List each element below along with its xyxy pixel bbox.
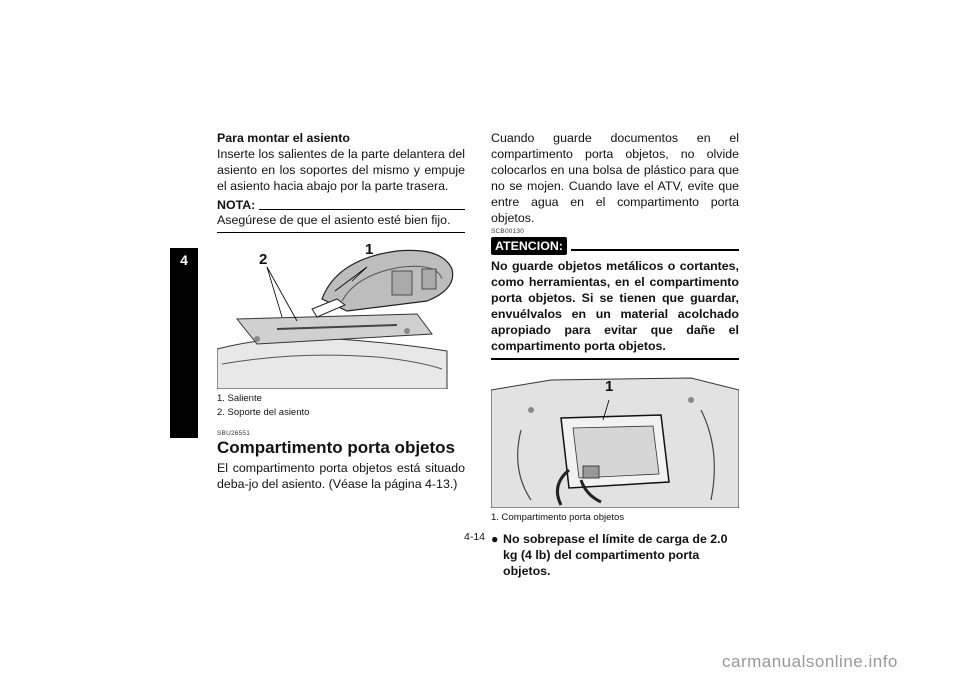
caption-storage: 1. Compartimento porta objetos xyxy=(491,512,625,523)
note-label: NOTA: xyxy=(217,198,256,212)
right-column xyxy=(491,130,739,579)
caption-protrusion: 1. Saliente xyxy=(217,393,262,404)
note-box xyxy=(217,198,465,233)
section-code: SBU26551 xyxy=(217,430,251,437)
caption-seat-holder: 2. Soporte del asiento xyxy=(217,407,310,418)
bullet-icon: ● xyxy=(491,532,499,546)
mount-seat-heading: Para montar el asiento xyxy=(217,131,350,145)
storage-callout-1: 1 xyxy=(605,378,614,395)
storage-paragraph: Cuando guarde documentos en el compartimento porta objetos, no olvide colocarlos en una bolsa de plástico para que no se mojen. Cuando lave el ATV, evite que entre agua en el compartimento porta objetos. xyxy=(491,131,739,225)
storage-illustration xyxy=(491,370,739,508)
left-column xyxy=(217,130,465,492)
seat-illustration xyxy=(217,239,465,389)
bullet-text: No sobrepase el límite de carga de 2.0 kg (4 lb) del compartimento porta objetos. xyxy=(503,532,728,578)
warning-header xyxy=(491,237,739,255)
watermark: carmanualsonline.info xyxy=(722,652,898,671)
mount-seat-paragraph: Inserte los salientes de la parte delantera del asiento en los soportes del mismo y empuje el asiento hacia abajo por la parte trasera. xyxy=(217,147,465,193)
storage-figure xyxy=(491,370,739,508)
warning-rule xyxy=(571,241,739,251)
note-text: Asegúrese de que el asiento esté bien fijo. xyxy=(217,212,465,233)
section-paragraph: El compartimento porta objetos está situado deba-jo del asiento. (Véase la página 4-13.) xyxy=(217,461,465,491)
seat-figure xyxy=(217,239,465,389)
warning-label: ATENCION: xyxy=(491,237,567,255)
warning-code: SCB00130 xyxy=(491,228,525,235)
callout-2: 2 xyxy=(259,251,268,268)
section-title: Compartimento porta objetos xyxy=(217,438,456,457)
warning-text: No guarde objetos metálicos o cortantes, como herramientas, en el compartimento porta objetos. Si se tienen que guardar, envuélvalos en un material acolchado apropiado para evitar que dañe el compartimento porta objetos. xyxy=(491,255,739,360)
chapter-tab xyxy=(170,248,198,438)
load-limit-bullet xyxy=(491,531,739,579)
note-rule xyxy=(259,201,465,210)
chapter-number: 4 xyxy=(180,252,188,268)
page-number: 4-14 xyxy=(464,531,486,543)
callout-1: 1 xyxy=(365,241,374,258)
